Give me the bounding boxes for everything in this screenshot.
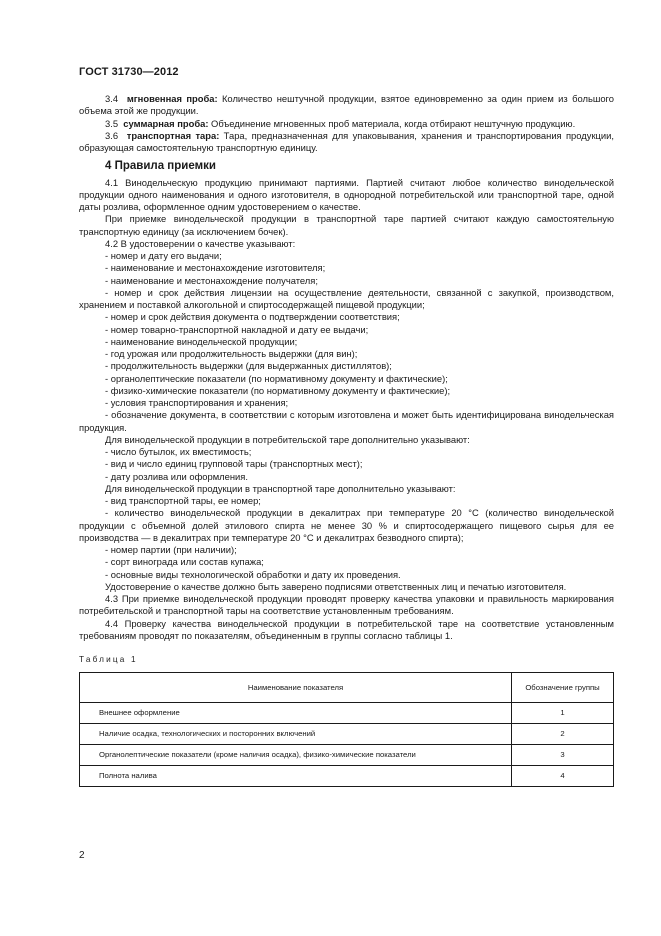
list-item: - условия транспортирования и хранения; bbox=[105, 397, 289, 408]
table-cell: Наличие осадка, технологических и посторонних включений bbox=[80, 724, 512, 745]
list-item: - наименование винодельческой продукции; bbox=[105, 335, 298, 347]
list-item: - номер и срок действия документа о подтверждении соответствия; bbox=[105, 311, 400, 323]
table-row bbox=[80, 745, 614, 766]
list-item: - номер и дату его выдачи; bbox=[105, 250, 222, 261]
definition-3-5: 3.5 суммарная проба: Объединение мгновенных проб материала, когда отбирают нештучную продукцию. bbox=[105, 117, 576, 129]
list-item: - номер и срок действия лицензии на осуществление деятельности, связанной с закупкой, производством, хранением и поставкой алкогольной и спиртосодержащей пищевой продукции; bbox=[79, 286, 614, 310]
list-item: - сорт винограда или состав купажа; bbox=[105, 556, 264, 568]
list-item: - номер партии (при наличии); bbox=[105, 544, 237, 555]
paragraph: Для винодельческой продукции в потребительской таре дополнительно указывают: bbox=[105, 433, 470, 445]
table-cell: 4 bbox=[512, 766, 614, 787]
list-item: - наименование и местонахождение изготовителя; bbox=[105, 262, 326, 274]
paragraph: 4.1 Винодельческую продукцию принимают партиями. Партией считают любое количество винодельческой продукции одного наименования и одного изготовителя, в однородной потребительской или транспортной таре, одной даты розлива, оформленное одним удостоверением о качестве. bbox=[79, 176, 614, 212]
document-body bbox=[79, 93, 614, 787]
column-header: Обозначение группы bbox=[512, 673, 614, 703]
definition-3-6: 3.6 транспортная тара: Тара, предназначенная для упаковывания, хранения и транспортирования продукции, образующая самостоятельную транспортную единицу. bbox=[79, 129, 614, 153]
list-item: - число бутылок, их вместимость; bbox=[105, 446, 252, 457]
paragraph: 4.2 В удостоверении о качестве указывают: bbox=[105, 237, 296, 249]
column-header: Наименование показателя bbox=[80, 673, 512, 703]
list-item: - физико-химические показатели (по нормативному документу и фактические); bbox=[105, 384, 451, 396]
list-item: - вид транспортной тары, ее номер; bbox=[105, 495, 261, 506]
table-cell: 3 bbox=[512, 745, 614, 766]
list-item: - основные виды технологической обработки и дату их проведения. bbox=[105, 568, 401, 580]
table-cell: 2 bbox=[512, 724, 614, 745]
paragraph: При приемке винодельческой продукции в транспортной таре партией считают каждую самостоятельную транспортную единицу (за исключением бочек). bbox=[79, 213, 614, 237]
table-row bbox=[80, 703, 614, 724]
list-item: - дату розлива или оформления. bbox=[105, 470, 248, 482]
list-item: - вид и число единиц групповой тары (транспортных мест); bbox=[105, 458, 363, 470]
table-cell: Органолептические показатели (кроме наличия осадка), физико-химические показатели bbox=[80, 745, 512, 766]
table-cell: 1 bbox=[512, 703, 614, 724]
list-item: - наименование и местонахождение получателя; bbox=[105, 274, 318, 286]
table-header-row bbox=[80, 673, 614, 703]
section-title: 4 Правила приемки bbox=[105, 160, 216, 173]
paragraph: Удостоверение о качестве должно быть заверено подписями ответственных лиц и печатью изготовителя. bbox=[105, 580, 567, 592]
paragraph: 4.3 При приемке винодельческой продукции проводят проверку качества упаковки и правильность маркирования потребительской и транспортной тары на соответствие установленным требованиям. bbox=[79, 593, 614, 617]
list-item: - количество винодельческой продукции в декалитрах при температуре 20 °С (количество винодельческой продукции с объемной долей этилового спирта не менее 30 % и спиртосодержащего пищевого сырья для ее производства — в декалитрах при температуре 20 °С и декалитрах безводного спирта); bbox=[79, 507, 614, 543]
table-row bbox=[80, 724, 614, 745]
table-row bbox=[80, 766, 614, 787]
list-item: - год урожая или продолжительность выдержки (для вин); bbox=[105, 348, 358, 359]
list-item: - обозначение документа, в соответствии с которым изготовлена и может быть идентифицирована винодельческая продукция. bbox=[79, 409, 614, 433]
definition-3-4: 3.4 мгновенная проба: Количество нештучной продукции, взятое единовременно за один прием из большого объема этой же продукции. bbox=[79, 93, 614, 117]
paragraph: Для винодельческой продукции в транспортной таре дополнительно указывают: bbox=[105, 482, 456, 494]
document-header: ГОСТ 31730—2012 bbox=[79, 66, 179, 78]
paragraph: 4.4 Проверку качества винодельческой продукции в потребительской таре на соответствие установленным требованиям проводят по показателям, объединенным в группы согласно таблицы 1. bbox=[79, 617, 614, 641]
table-cell: Полнота налива bbox=[80, 766, 512, 787]
list-item: - продолжительность выдержки (для выдержанных дистиллятов); bbox=[105, 360, 392, 372]
page-number: 2 bbox=[79, 850, 85, 861]
list-item: - номер товарно-транспортной накладной и дату ее выдачи; bbox=[105, 323, 369, 335]
table-cell: Внешнее оформление bbox=[80, 703, 512, 724]
indicator-groups-table bbox=[79, 672, 614, 787]
table-caption: Таблица 1 bbox=[79, 655, 138, 664]
list-item: - органолептические показатели (по нормативному документу и фактические); bbox=[105, 372, 448, 384]
